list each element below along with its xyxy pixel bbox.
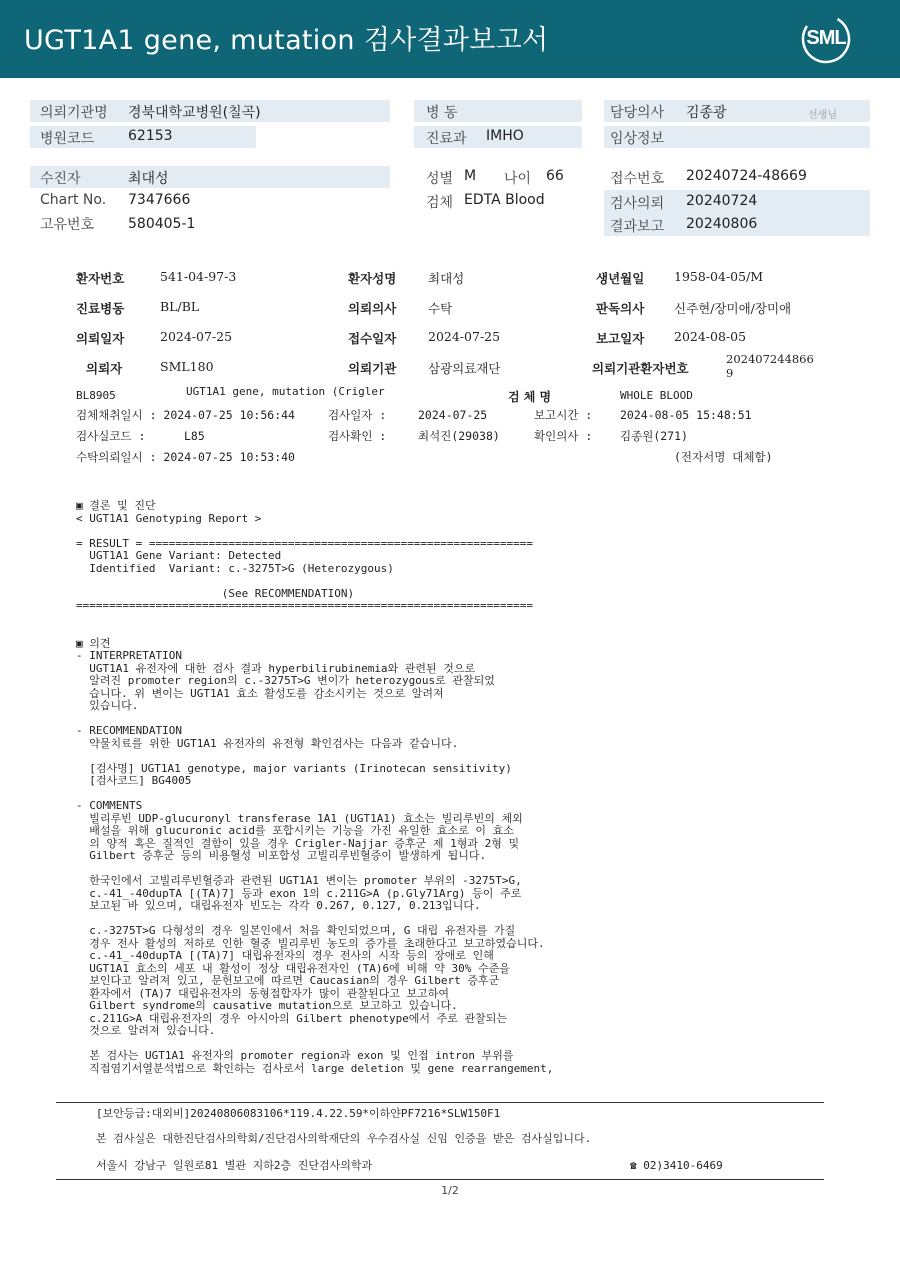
lab-code-value: L85 <box>184 429 205 443</box>
chart-value: 7347666 <box>128 192 191 208</box>
doc-value: 2024-08-05 <box>674 329 747 344</box>
specimen-name-label: 검 체 명 <box>508 390 552 404</box>
hospital-code-value: 62153 <box>128 128 173 144</box>
specimen-value: EDTA Blood <box>464 192 545 208</box>
test-date-value: 2024-07-25 <box>418 408 488 422</box>
report-time-label: 보고시간 : <box>534 408 593 422</box>
sex-value: M <box>464 168 477 184</box>
age-label: 나이 <box>504 171 532 187</box>
doc-label: 의뢰일자 <box>76 331 125 346</box>
test-code: BL8905 <box>76 389 116 402</box>
e-signature-note: (전자서명 대체함) <box>674 450 773 464</box>
age-value: 66 <box>546 168 564 184</box>
patient-box <box>30 166 390 188</box>
collection-time: 검체채취일시 : 2024-07-25 10:56:44 <box>76 408 295 422</box>
doc-value: BL/BL <box>160 299 200 314</box>
doc-value: 최대성 <box>428 271 465 286</box>
institution-value: 경북대학교병원(칠곡) <box>128 105 261 121</box>
footer-divider-bottom <box>56 1179 824 1180</box>
patient-label: 수진자 <box>40 171 81 187</box>
doc-label: 접수일자 <box>348 331 397 346</box>
doc-label: 의뢰자 <box>86 361 123 376</box>
doc-value: 202407244866 <box>726 352 814 366</box>
doc-label: 의뢰기관 <box>348 361 397 376</box>
doc-label: 보고일자 <box>596 331 645 346</box>
security-line: [보안등급:대외비]20240806083106*119.4.22.59*이하얀PF7216*SLW150F1 <box>96 1107 501 1120</box>
sml-logo <box>800 13 852 65</box>
institution-label: 의뢰기관명 <box>40 105 108 121</box>
receipt-no-label: 접수번호 <box>610 171 665 187</box>
report-title: UGT1A1 gene, mutation 검사결과보고서 <box>24 25 549 56</box>
request-value: 20240724 <box>686 193 758 209</box>
doc-label: 의뢰의사 <box>348 301 397 316</box>
doc-value: 9 <box>726 366 734 380</box>
doc-value: 신주현/장미애/장미애 <box>674 301 792 316</box>
chart-label: Chart No. <box>40 192 107 208</box>
logo-text: SML <box>806 27 846 49</box>
dept-value: IMHO <box>486 128 524 144</box>
sex-label: 성별 <box>426 171 454 187</box>
doc-label: 생년월일 <box>596 271 645 286</box>
certification-line: 본 검사실은 대한진단검사의학회/진단검사의학재단의 우수검사실 신임 인증을 받은 검사실입니다. <box>96 1132 592 1145</box>
doc-value: 2024-07-25 <box>428 329 501 344</box>
request-label: 검사의뢰 <box>610 196 665 212</box>
doc-value: 1958-04-05/M <box>674 269 764 284</box>
lab-code-label: 검사실코드 : <box>76 429 146 443</box>
test-date-label: 검사일자 : <box>328 408 387 422</box>
specimen-name-value: WHOLE BLOOD <box>620 389 693 402</box>
receipt-no-value: 20240724-48669 <box>686 168 807 184</box>
test-confirm-value: 최석진(29038) <box>418 429 500 443</box>
doc-label: 판독의사 <box>596 301 645 316</box>
specimen-label: 검체 <box>426 195 454 211</box>
address-line: 서울시 강남구 일원로81 별관 지하2층 진단검사의학과 <box>96 1159 373 1172</box>
doc-label: 의뢰기관환자번호 <box>592 361 689 376</box>
confirm-doctor-value: 김종원(271) <box>620 429 688 443</box>
doc-value: 2024-07-25 <box>160 329 233 344</box>
patient-value: 최대성 <box>128 171 169 187</box>
report-value: 20240806 <box>686 216 758 232</box>
doc-value: 삼광의료재단 <box>428 361 501 376</box>
unique-value: 580405-1 <box>128 216 196 232</box>
unique-label: 고유번호 <box>40 217 95 233</box>
test-confirm-label: 검사확인 : <box>328 429 387 443</box>
footer-divider-top <box>56 1102 824 1103</box>
report-header <box>0 0 900 78</box>
phone-line: ☎ 02)3410-6469 <box>630 1159 723 1172</box>
report-body: ▣ 결론 및 진단 < UGT1A1 Genotyping Report > = RESULT = ========================================================== UGT1A1 Gene Variant: Detected Identified Variant: c.-3275T>G (Heterozygous) (See RECOMMENDATION) ===================================================================== ▣ 의견 - INTERPRETATION UGT1A1 유전자에 대한 검사 결과 hyperbilirubinemia와 관련된 것으로 알려진 promoter region의 c.-3275T>G 변이가 heterozygous로 관찰되었 습니다. 위 변이는 UGT1A1 효소 활성도를 감소시키는 것으로 알려져 있습니다. - RECOMMENDATION 약물치료를 위한 UGT1A1 유전자의 유전형 확인검사는 다음과 같습니다. [검사명] UGT1A1 genotype, major variants (Irinotecan sensitivity) [검사코드] BG4005 - COMMENTS 빌리루빈 UDP-glucuronyl transferase 1A1 (UGT1A1) 효소는 빌리루빈의 체외 배설을 위해 glucuronic acid를 포합시키는 기능을 가진 유일한 효소로 이 효소 의 양적 혹은 질적인 결함이 있을 경우 Crigler-Najjar 증후군 제 1형과 2형 및 Gilbert 증후군 등의 비용혈성 비포합성 고빌리루빈혈증이 발생하게 됩니다. 한국인에서 고빌리루빈혈증과 관련된 UGT1A1 변이는 promoter 부위의 -3275T>G, c.-41_-40dupTA [(TA)7] 등과 exon 1의 c.211G>A (p.Gly71Arg) 등이 주로 보고된 바 있으며, 대립유전자 빈도는 각각 0.267, 0.127, 0.213입니다. c.-3275T>G 다형성의 경우 일본인에서 처음 확인되었으며, G 대립 유전자를 가질 경우 전사 활성의 저하로 인한 혈중 빌리루빈 농도의 증가를 초래한다고 보고하였습니다. c.-41_-40dupTA [(TA)7] 대립유전자의 경우 전사의 시작 등의 장애로 인해 UGT1A1 효소의 세포 내 활성이 정상 대립유전자인 (TA)6에 비해 약 30% 수준을 보인다고 알려져 있고, 문헌보고에 따르면 Caucasian의 경우 Gilbert 증후군 환자에서 (TA)7 대립유전자의 동형접합자가 많이 관찰된다고 보고하여 Gilbert syndrome의 causative mutation으로 보고하고 있습니다. c.211G>A 대립유전자의 경우 아시아의 Gilbert phenotype에서 주로 관찰되는 것으로 알려져 있습니다. 본 검사는 UGT1A1 유전자의 promoter region과 exon 및 인접 intron 부위를 직접염기서열분석법으로 확인하는 검사로서 large deletion 및 gene rearrangement, <box>76 499 554 1075</box>
report-label: 결과보고 <box>610 219 665 235</box>
doc-value: 541-04-97-3 <box>160 269 237 284</box>
doctor-suffix: 선생님 <box>808 110 837 121</box>
test-name: UGT1A1 gene, mutation (Crigler <box>186 385 385 398</box>
report-time-value: 2024-08-05 15:48:51 <box>620 408 752 422</box>
doc-value: 수탁 <box>428 301 453 316</box>
doctor-label: 담당의사 <box>610 105 665 121</box>
doc-label: 진료병동 <box>76 301 125 316</box>
doc-value: SML180 <box>160 359 214 374</box>
confirm-doctor-label: 확인의사 : <box>534 429 593 443</box>
doc-label: 환자번호 <box>76 271 125 286</box>
entrusted-request-time: 수탁의뢰일시 : 2024-07-25 10:53:40 <box>76 450 295 464</box>
ward-label: 병 동 <box>426 105 458 121</box>
hospital-code-label: 병원코드 <box>40 131 95 147</box>
dept-label: 진료과 <box>426 131 467 147</box>
page-number: 1/2 <box>441 1184 459 1197</box>
doctor-value: 김종광 <box>686 105 727 121</box>
clinical-label: 임상정보 <box>610 131 665 147</box>
doc-label: 환자성명 <box>348 271 397 286</box>
